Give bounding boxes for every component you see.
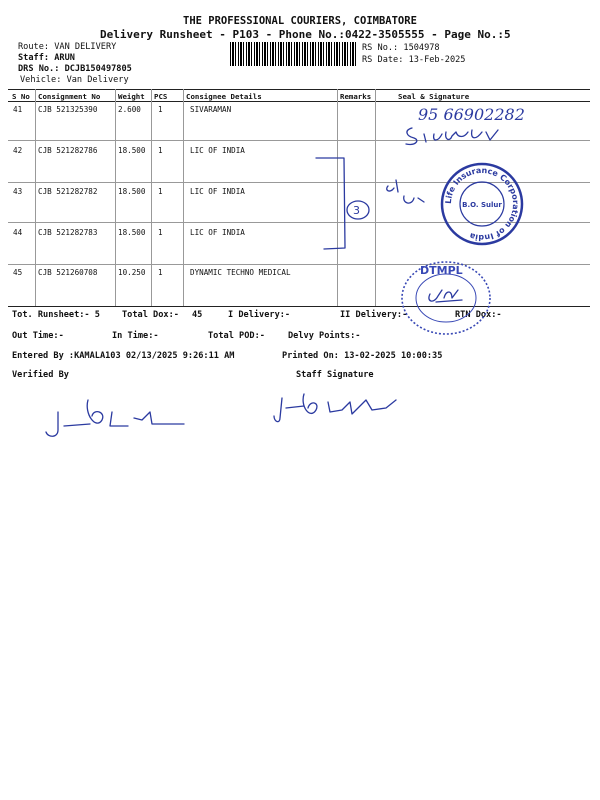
row-pcs: 1 <box>158 228 163 237</box>
row-consignee: LIC OF INDIA <box>190 187 245 196</box>
row-consignee: LIC OF INDIA <box>190 228 245 237</box>
row-sno: 41 <box>13 105 23 114</box>
rs-date: RS Date: 13-Feb-2025 <box>362 55 466 65</box>
row-consignment: CJB 521325390 <box>38 105 98 114</box>
col-remarks: Remarks <box>340 92 372 101</box>
row-weight: 2.600 <box>118 105 141 114</box>
svg-text:3: 3 <box>353 204 360 217</box>
total-pod: Total POD:- <box>208 331 265 341</box>
runsheet-subtitle: Delivery Runsheet - P103 - Phone No.:0422-3505555 - Page No.:5 <box>100 28 511 41</box>
svg-text:B.O. Sulur: B.O. Sulur <box>462 201 502 209</box>
row-sno: 42 <box>13 146 23 155</box>
dtmpl-stamp <box>396 254 506 354</box>
verified-by: Verified By <box>12 370 69 380</box>
row-consignment: CJB 521282782 <box>38 187 98 196</box>
col-pcs: PCS <box>154 92 168 101</box>
tot-runsheet: Tot. Runsheet:- 5 <box>12 310 100 320</box>
signature-sivaraman <box>402 120 522 150</box>
rtn-dox: RTN Dox:- <box>455 310 502 320</box>
total-dox-value: 45 <box>192 310 203 320</box>
row-sno: 45 <box>13 268 23 277</box>
col-weight: Weight <box>118 92 145 101</box>
row-consignee: DYNAMIC TECHNO MEDICAL <box>190 268 291 277</box>
row-pcs: 1 <box>158 187 163 196</box>
rs-no: RS No.: 1504978 <box>362 43 440 53</box>
i-delivery: I Delivery:- <box>228 310 291 320</box>
row-pcs: 1 <box>158 105 163 114</box>
row-consignment: CJB 521282786 <box>38 146 98 155</box>
row-consignee: SIVARAMAN <box>190 105 232 114</box>
lic-stamp <box>440 162 524 246</box>
svg-text:Life Insurance Corporation of: Life Insurance Corporation of India <box>443 165 521 243</box>
col-consignment: Consignment No <box>38 92 101 101</box>
ii-delivery: II Delivery:- <box>340 310 408 320</box>
row-pcs: 1 <box>158 268 163 277</box>
row-weight: 18.500 <box>118 228 146 237</box>
row-weight: 18.500 <box>118 187 146 196</box>
drs-no: DRS No.: DCJB150497805 <box>18 64 132 74</box>
barcode <box>230 42 358 66</box>
col-sno: S No <box>12 92 30 101</box>
row-weight: 10.250 <box>118 268 146 277</box>
svg-text:DTMPL: DTMPL <box>420 264 463 277</box>
entered-by: Entered By :KAMALA103 02/13/2025 9:26:11 AM <box>12 351 235 361</box>
verified-by-signature <box>30 390 190 450</box>
company-title: THE PROFESSIONAL COURIERS, COIMBATORE <box>183 15 417 27</box>
row-consignee: LIC OF INDIA <box>190 146 245 155</box>
staff-signature: Staff Signature <box>296 370 374 380</box>
row-consignment: CJB 521282783 <box>38 228 98 237</box>
row-weight: 18.500 <box>118 146 146 155</box>
svg-text:95 66902282: 95 66902282 <box>418 105 525 124</box>
out-time: Out Time:- <box>12 331 64 341</box>
printed-on: Printed On: 13-02-2025 10:00:35 <box>282 351 443 361</box>
handwritten-date <box>382 176 432 216</box>
route: Route: VAN DELIVERY <box>18 42 117 52</box>
row-pcs: 1 <box>158 146 163 155</box>
vehicle: Vehicle: Van Delivery <box>20 75 129 85</box>
col-consignee: Consignee Details <box>186 92 262 101</box>
staff-signature-mark <box>270 388 420 428</box>
delvy-points: Delvy Points:- <box>288 331 361 341</box>
row-consignment: CJB 521260708 <box>38 268 98 277</box>
row-sno: 43 <box>13 187 23 196</box>
staff: Staff: ARUN <box>18 53 75 63</box>
row-sno: 44 <box>13 228 23 237</box>
in-time: In Time:- <box>112 331 159 341</box>
col-seal-signature: Seal & Signature <box>398 92 470 101</box>
circled-3 <box>344 198 374 224</box>
total-dox-label: Total Dox:- <box>122 310 179 320</box>
